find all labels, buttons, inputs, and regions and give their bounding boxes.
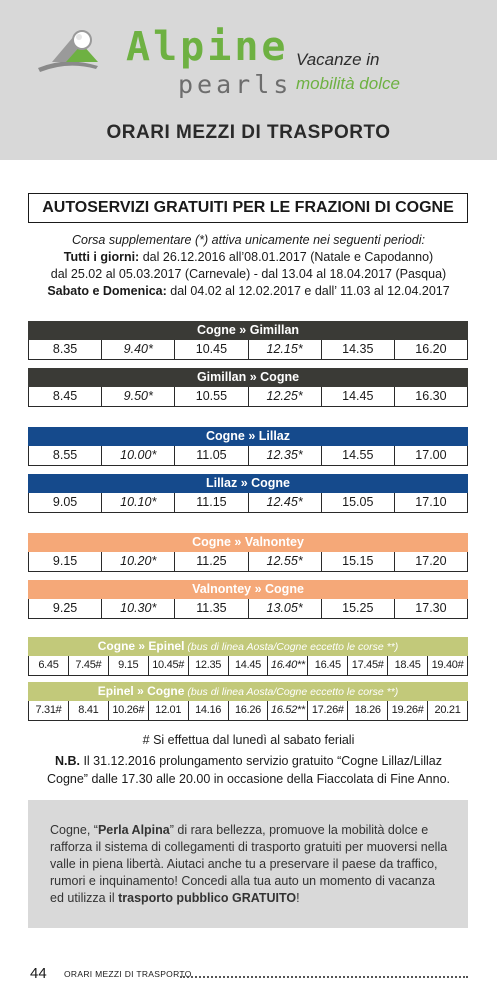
route-name: Cogne » Epinel bbox=[97, 639, 185, 653]
page-number: 44 bbox=[30, 965, 47, 982]
departure-time: 12.01 bbox=[148, 701, 188, 720]
schedule-table bbox=[28, 682, 468, 721]
time-row bbox=[28, 701, 468, 721]
notes-line-4 bbox=[0, 283, 497, 300]
route-header bbox=[28, 368, 468, 387]
departure-time: 16.45 bbox=[307, 656, 347, 675]
route-note: (bus di linea Aosta/Cogne eccetto le corse **) bbox=[184, 641, 399, 653]
brand-name: Alpine bbox=[126, 24, 289, 70]
departure-time: 10.45# bbox=[148, 656, 188, 675]
promo-bold-2: trasporto pubblico GRATUITO bbox=[118, 891, 297, 905]
time-row bbox=[28, 387, 468, 407]
departure-time: 11.25 bbox=[174, 552, 247, 571]
departure-time: 10.55 bbox=[174, 387, 247, 406]
departure-time: 15.15 bbox=[321, 552, 394, 571]
departure-time: 17.45# bbox=[347, 656, 387, 675]
departure-time: 12.25* bbox=[248, 387, 321, 406]
time-row bbox=[28, 340, 468, 360]
departure-time: 9.15 bbox=[52, 554, 78, 568]
departure-time: 15.25 bbox=[321, 599, 394, 618]
departure-time: 12.35* bbox=[248, 446, 321, 465]
route-name: Cogne » Lillaz bbox=[205, 429, 291, 443]
notes-line-3: dal 25.02 al 05.03.2017 (Carnevale) - dal 13.04 al 18.04.2017 (Pasqua) bbox=[50, 267, 447, 281]
departure-time: 10.45 bbox=[174, 340, 247, 359]
alpine-pearls-logo-icon bbox=[36, 22, 116, 82]
route-name: Lillaz » Cogne bbox=[205, 476, 291, 490]
route-header bbox=[28, 580, 468, 599]
footer-label: ORARI MEZZI DI TRASPORTO bbox=[64, 969, 192, 979]
departure-time: 14.35 bbox=[321, 340, 394, 359]
departure-time: 12.45* bbox=[248, 493, 321, 512]
schedule-table bbox=[28, 637, 468, 676]
departure-time: 20.21 bbox=[427, 701, 467, 720]
route-header bbox=[28, 682, 468, 701]
departure-time: 12.35 bbox=[188, 656, 228, 675]
route-header bbox=[28, 427, 468, 446]
departure-time: 9.50* bbox=[101, 387, 174, 406]
departure-time: 9.25 bbox=[52, 601, 78, 615]
nb-label: N.B. bbox=[54, 754, 80, 768]
nb-text: Il 31.12.2016 prolungamento servizio gratuito “Cogne Lillaz/Lillaz Cogne” dalle 17.30 alle 20.00 in occasione della Fiaccolata di Fine Anno. bbox=[46, 754, 451, 786]
route-note: (bus di linea Aosta/Cogne eccetto le corse **) bbox=[184, 686, 399, 698]
brand-subname: pearls bbox=[178, 70, 293, 99]
departure-time: 8.45 bbox=[52, 389, 78, 403]
tagline bbox=[296, 48, 400, 96]
notes-line-1: Corsa supplementare (*) attiva unicamente nei seguenti periodi: bbox=[72, 233, 425, 247]
time-row bbox=[28, 599, 468, 619]
route-header bbox=[28, 533, 468, 552]
schedule-table bbox=[28, 580, 468, 619]
departure-time: 16.40** bbox=[267, 656, 307, 675]
notes-line-2-label: Tutti i giorni: bbox=[63, 250, 140, 264]
header bbox=[0, 0, 497, 160]
nb-footnote bbox=[36, 752, 461, 788]
promo-text-1: Cogne, “ bbox=[50, 823, 98, 837]
time-row bbox=[28, 552, 468, 572]
departure-time: 9.15 bbox=[108, 656, 148, 675]
departure-time: 15.05 bbox=[321, 493, 394, 512]
departure-time: 16.20 bbox=[394, 340, 467, 359]
departure-time: 8.41 bbox=[68, 701, 108, 720]
notes-line-2-text: dal 26.12.2016 all’08.01.2017 (Natale e Capodanno) bbox=[139, 250, 434, 264]
promo-text-2: ” di rara bellezza, promuove la mobilità dolce e rafforza il sistema di collegamenti di trasporto gratuiti per muoversi nella valle in piena libertà. Aiutaci anche tu a preservare il paese da traffico, rumori e inquinamento! Concedi alla tua auto un momento di vacanza ed utilizza il bbox=[50, 823, 448, 905]
departure-time: 11.05 bbox=[174, 446, 247, 465]
departure-time: 14.45 bbox=[321, 387, 394, 406]
departure-time: 17.20 bbox=[394, 552, 467, 571]
hash-footnote: # Si effettua dal lunedì al sabato feriali bbox=[142, 733, 355, 747]
route-name: Valnontey » Cogne bbox=[192, 582, 304, 596]
time-row bbox=[28, 446, 468, 466]
departure-time: 16.52** bbox=[267, 701, 307, 720]
notes-line-4-text: dal 04.02 al 12.02.2017 e dall’ 11.03 al 12.04.2017 bbox=[166, 284, 450, 298]
departure-time: 16.30 bbox=[394, 387, 467, 406]
departure-time: 7.31# bbox=[35, 704, 62, 716]
promo-text bbox=[50, 822, 450, 907]
departure-time: 14.45 bbox=[228, 656, 268, 675]
departure-time: 12.55* bbox=[248, 552, 321, 571]
departure-time: 8.55 bbox=[52, 448, 78, 462]
departure-time: 19.40# bbox=[427, 656, 467, 675]
schedule-table bbox=[28, 474, 468, 513]
departure-time: 10.30* bbox=[101, 599, 174, 618]
route-header bbox=[28, 321, 468, 340]
route-name: Cogne » Gimillan bbox=[196, 323, 300, 337]
route-name: Gimillan » Cogne bbox=[196, 370, 300, 384]
section-title: AUTOSERVIZI GRATUITI PER LE FRAZIONI DI COGNE bbox=[28, 193, 468, 223]
departure-time: 9.40* bbox=[101, 340, 174, 359]
promo-bold-1: Perla Alpina bbox=[97, 823, 170, 837]
departure-time: 17.30 bbox=[394, 599, 467, 618]
departure-time: 19.26# bbox=[387, 701, 427, 720]
promo-text-3: ! bbox=[296, 891, 300, 905]
departure-time: 13.05* bbox=[248, 599, 321, 618]
time-row bbox=[28, 493, 468, 513]
departure-time: 9.05 bbox=[52, 495, 78, 509]
notes-line-4-label: Sabato e Domenica: bbox=[47, 284, 167, 298]
departure-time: 8.35 bbox=[52, 342, 78, 356]
schedule-table bbox=[28, 321, 468, 360]
tagline-line-2: mobilità dolce bbox=[296, 74, 400, 93]
tagline-line-1: Vacanze in bbox=[296, 50, 380, 69]
departure-time: 7.45# bbox=[68, 656, 108, 675]
service-period-notes bbox=[0, 232, 497, 300]
route-header bbox=[28, 637, 468, 656]
route-name: Epinel » Cogne bbox=[97, 684, 185, 698]
departure-time: 10.26# bbox=[108, 701, 148, 720]
departure-time: 11.35 bbox=[174, 599, 247, 618]
route-header bbox=[28, 474, 468, 493]
departure-time: 12.15* bbox=[248, 340, 321, 359]
schedule-table bbox=[28, 533, 468, 572]
route-name: Cogne » Valnontey bbox=[192, 535, 304, 549]
time-row bbox=[28, 656, 468, 676]
notes-line-2 bbox=[0, 249, 497, 266]
departure-time: 14.16 bbox=[188, 701, 228, 720]
departure-time: 17.10 bbox=[394, 493, 467, 512]
departure-time: 18.26 bbox=[347, 701, 387, 720]
schedule-table bbox=[28, 368, 468, 407]
schedule-table bbox=[28, 427, 468, 466]
departure-time: 16.26 bbox=[228, 701, 268, 720]
departure-time: 17.26# bbox=[307, 701, 347, 720]
departure-time: 6.45 bbox=[38, 659, 59, 671]
page-title: ORARI MEZZI DI TRASPORTO bbox=[106, 122, 391, 143]
promo-box bbox=[28, 800, 468, 928]
departure-time: 10.20* bbox=[101, 552, 174, 571]
departure-time: 10.10* bbox=[101, 493, 174, 512]
footer-dotted-rule bbox=[180, 976, 468, 978]
departure-time: 18.45 bbox=[387, 656, 427, 675]
departure-time: 14.55 bbox=[321, 446, 394, 465]
departure-time: 10.00* bbox=[101, 446, 174, 465]
departure-time: 11.15 bbox=[174, 493, 247, 512]
departure-time: 17.00 bbox=[394, 446, 467, 465]
